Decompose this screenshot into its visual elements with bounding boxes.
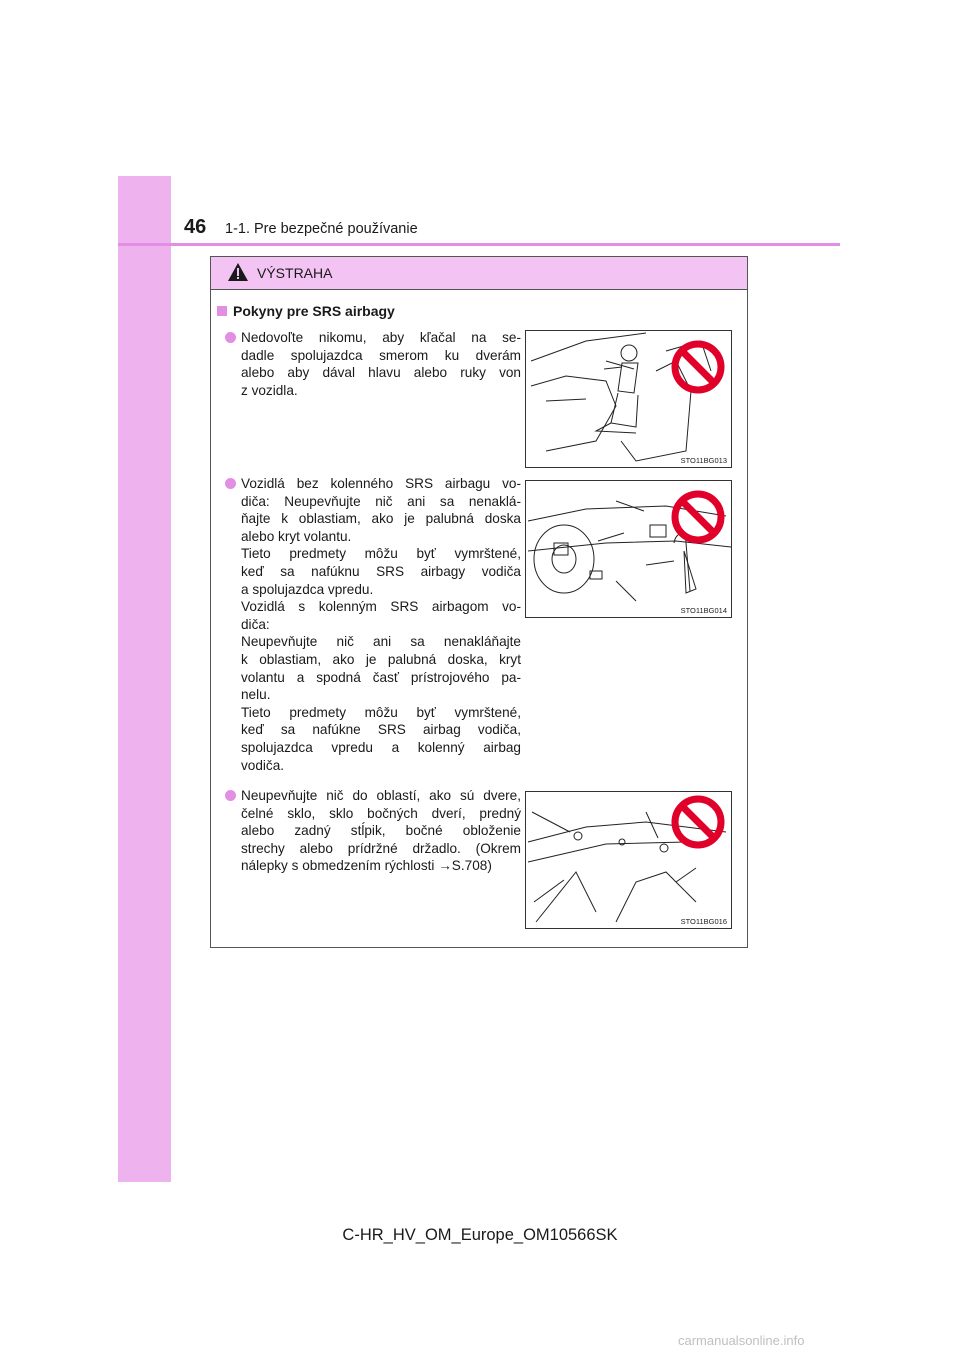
bullet-dot-icon	[225, 478, 236, 489]
text-line: Tieto predmety môžu byť vymrštené,	[241, 704, 521, 720]
warning-header	[211, 257, 747, 290]
text-line: nálepky s obmedzením rýchlosti →S.708)	[241, 858, 492, 874]
bullet-text	[241, 329, 521, 399]
figure-passenger-kneeling	[525, 330, 732, 468]
text-line: volantu a spodná časť prístrojového pa-	[241, 669, 521, 685]
chapter-sidebar	[118, 176, 171, 1182]
prohibition-icon	[675, 344, 721, 390]
bullet-item	[225, 475, 521, 774]
text-line: keď sa nafúkne SRS airbag vodiča,	[241, 722, 521, 738]
text-line: a spolujazdca vpredu.	[241, 581, 374, 597]
figure-label: STO11BG014	[680, 606, 727, 615]
document-code: C-HR_HV_OM_Europe_OM10566SK	[342, 1226, 618, 1244]
bullet-dot-icon	[225, 332, 236, 343]
watermark: carmanualsonline.info	[678, 1333, 805, 1348]
page-number: 46	[184, 216, 207, 238]
text-line: keď sa nafúknu SRS airbagy vodiča	[241, 563, 521, 579]
text-line: Vozidlá bez kolenného SRS airbagu vo-	[241, 476, 521, 491]
text-line: alebo zadný stĺpik, bočné obloženie	[241, 823, 521, 839]
bullet-item	[225, 329, 521, 399]
text-line: Vozidlá s kolenným SRS airbagom vo-	[241, 599, 521, 615]
text-line: diča:	[241, 616, 270, 632]
text-line: Tieto predmety môžu byť vymrštené,	[241, 546, 521, 562]
bullet-text	[241, 475, 521, 774]
figure-label: STO11BG016	[680, 917, 727, 926]
text-line: nelu.	[241, 687, 271, 703]
figure-dashboard-objects	[525, 480, 732, 618]
text-line: diča: Neupevňujte nič ani sa nenaklá-	[241, 493, 521, 509]
prohibition-icon	[675, 799, 721, 845]
figure-label: STO11BG013	[680, 456, 727, 465]
text-line: alebo aby dával hlavu alebo ruky von	[241, 365, 521, 381]
header-rule	[118, 243, 840, 246]
text-line: dadle spolujazdca smerom ku dverám	[241, 347, 521, 363]
text-line: z vozidla.	[241, 382, 298, 398]
figure-pillars-roof	[525, 791, 732, 929]
text-line: vodiča.	[241, 757, 285, 773]
text-line: spolujazdca vpredu a kolenný airbag	[241, 739, 521, 755]
subheading	[217, 303, 395, 319]
text-line: Nedovoľte nikomu, aby kľačal na se-	[241, 330, 521, 345]
text-line: čelné sklo, sklo bočných dverí, predný	[241, 805, 521, 821]
text-line: Neupevňujte nič do oblastí, ako sú dvere,	[241, 788, 521, 803]
text-line: ňajte k oblastiam, ako je palubná doska	[241, 511, 521, 527]
text-line: Neupevňujte nič ani sa nenakláňajte	[241, 634, 521, 650]
text-line: k oblastiam, ako je palubná doska, kryt	[241, 651, 521, 667]
text-line: alebo kryt volantu.	[241, 528, 352, 544]
text-line: strechy alebo prídržné držadlo. (Okrem	[241, 840, 521, 856]
section-title: 1-1. Pre bezpečné používanie	[225, 221, 418, 237]
warning-triangle-icon	[227, 262, 249, 282]
bullet-dot-icon	[225, 790, 236, 801]
warning-box	[210, 256, 748, 948]
square-bullet-icon	[217, 306, 227, 316]
subheading-text: Pokyny pre SRS airbagy	[233, 303, 395, 319]
prohibition-icon	[675, 494, 721, 540]
bullet-item	[225, 787, 521, 875]
warning-title: VÝSTRAHA	[257, 265, 333, 281]
bullet-text	[241, 787, 521, 875]
